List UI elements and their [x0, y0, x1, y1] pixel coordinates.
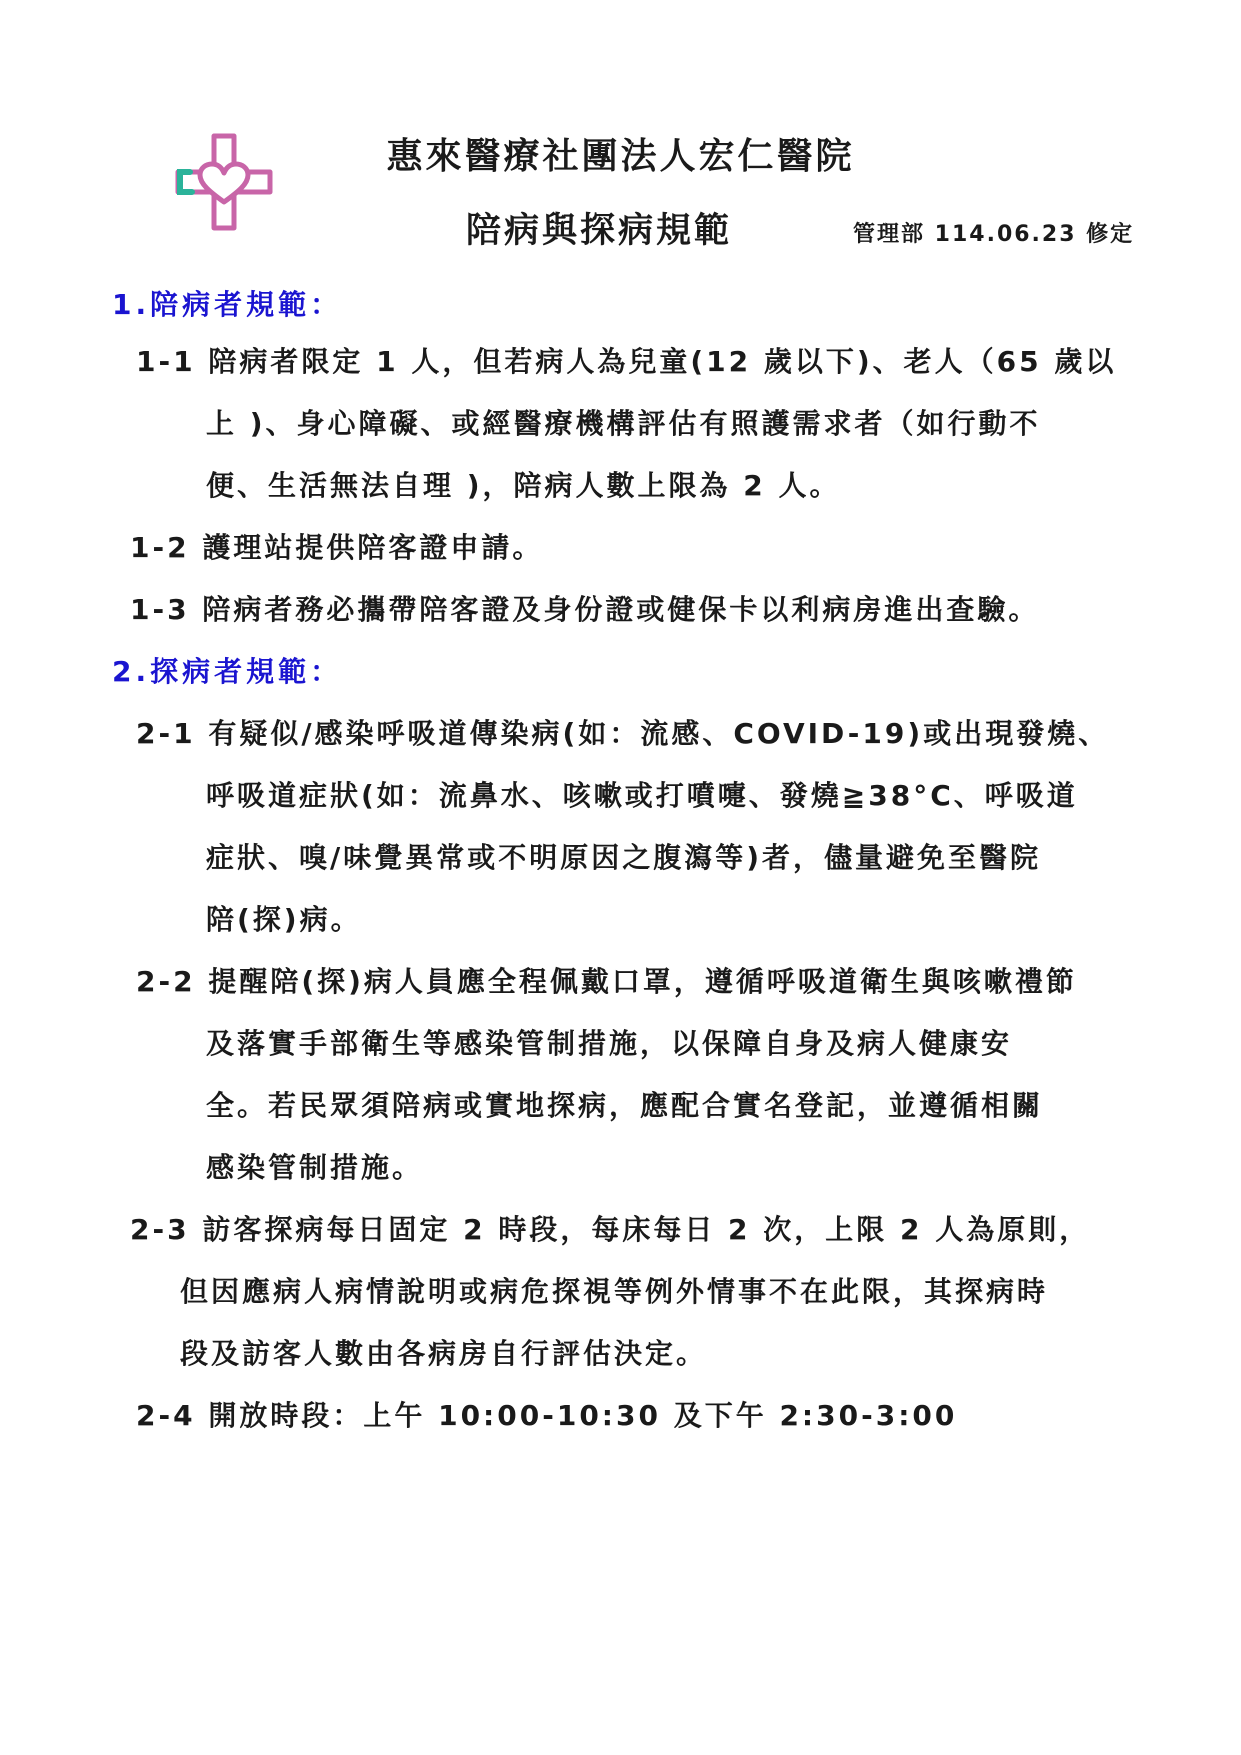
revision-note: 管理部 114.06.23 修定 — [853, 222, 1135, 247]
item-2-2-line-3: 全。若民眾須陪病或實地探病，應配合實名登記，並遵循相關 — [206, 1089, 1044, 1122]
document-title: 陪病與探病規範 — [466, 211, 733, 251]
section-1-title: 1.陪病者規範： — [112, 288, 343, 321]
item-2-1-line-1: 2-1 有疑似/感染呼吸道傳染病(如：流感、COVID-19)或出現發燒、 — [136, 717, 1110, 750]
item-1-2: 1-2 護理站提供陪客證申請。 — [130, 531, 544, 564]
item-1-1-line-1: 1-1 陪病者限定 1 人，但若病人為兒童(12 歲以下)、老人（65 歲以 — [136, 345, 1117, 378]
item-2-1-line-4: 陪(探)病。 — [206, 903, 362, 936]
item-2-4: 2-4 開放時段：上午 10:00-10:30 及下午 2:30-3:00 — [136, 1399, 958, 1432]
section-2-title: 2.探病者規範： — [112, 655, 343, 688]
item-2-2-line-2: 及落實手部衛生等感染管制措施，以保障自身及病人健康安 — [206, 1027, 1013, 1060]
item-2-2-line-1: 2-2 提醒陪(探)病人員應全程佩戴口罩，遵循呼吸道衛生與咳嗽禮節 — [136, 965, 1077, 998]
item-2-1-line-2: 呼吸道症狀(如：流鼻水、咳嗽或打噴嚏、發燒≧38°C、呼吸道 — [206, 779, 1078, 812]
hospital-name: 惠來醫療社團法人宏仁醫院 — [386, 136, 855, 177]
item-2-1-line-3: 症狀、嗅/味覺異常或不明原因之腹瀉等)者，儘量避免至醫院 — [206, 841, 1042, 874]
item-2-3-line-2: 但因應病人病情說明或病危探視等例外情事不在此限，其探病時 — [180, 1275, 1049, 1308]
item-1-1-line-3: 便、生活無法自理 )，陪病人數上限為 2 人。 — [206, 469, 841, 502]
item-1-3: 1-3 陪病者務必攜帶陪客證及身份證或健保卡以利病房進出查驗。 — [130, 593, 1040, 626]
item-1-1-line-2: 上 )、身心障礙、或經醫療機構評估有照護需求者（如行動不 — [206, 407, 1041, 440]
item-2-3-line-1: 2-3 訪客探病每日固定 2 時段，每床每日 2 次，上限 2 人為原則， — [130, 1213, 1091, 1246]
item-2-3-line-3: 段及訪客人數由各病房自行評估決定。 — [180, 1337, 708, 1370]
item-2-2-line-4: 感染管制措施。 — [206, 1151, 424, 1184]
